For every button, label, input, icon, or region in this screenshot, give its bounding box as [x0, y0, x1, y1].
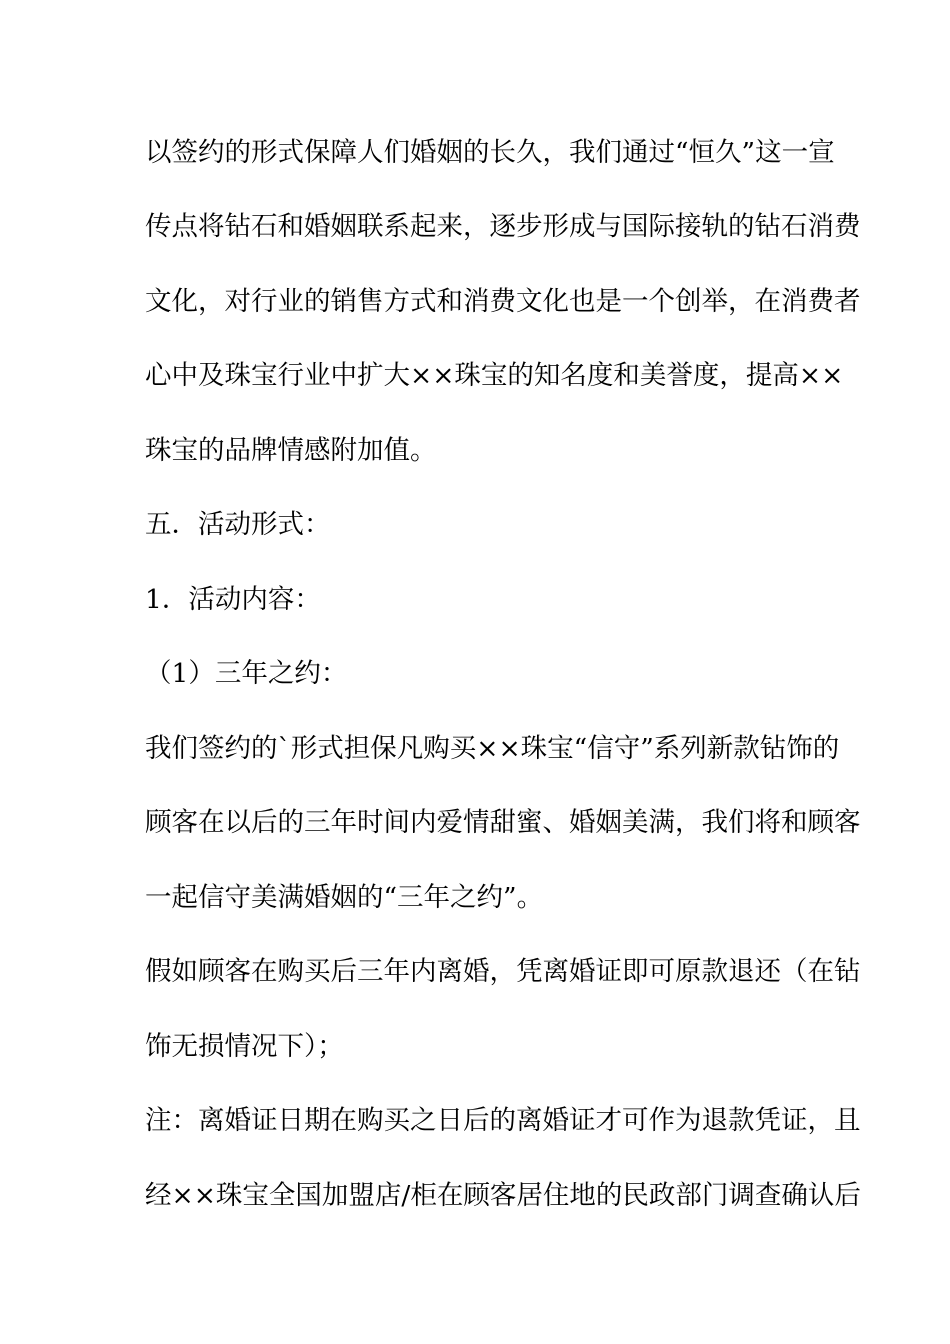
text-line: 一起信守美满婚姻的“三年之约”。 [145, 882, 544, 913]
subsection-heading: 1．活动内容： [145, 584, 321, 615]
text-line: 经××珠宝全国加盟店/柜在顾客居住地的民政部门调查确认后 [145, 1180, 861, 1211]
text-line: 饰无损情况下）； [145, 1031, 344, 1062]
item-heading: （1）三年之约： [145, 658, 348, 689]
text-line: 我们签约的`形式担保凡购买××珠宝“信守”系列新款钻饰的 [145, 733, 840, 764]
text-line: 珠宝的品牌情感附加值。 [145, 435, 437, 466]
text-line: 以签约的形式保障人们婚姻的长久，我们通过“恒久”这一宣 [145, 137, 835, 168]
section-heading: 五．活动形式： [145, 509, 331, 540]
text-line: 假如顾客在购买后三年内离婚，凭离婚证即可原款退还（在钻 [145, 956, 861, 987]
text-line: 传点将钻石和婚姻联系起来，逐步形成与国际接轨的钻石消费 [145, 211, 861, 242]
text-line: 心中及珠宝行业中扩大××珠宝的知名度和美誉度，提高×× [145, 360, 844, 391]
text-line: 文化，对行业的销售方式和消费文化也是一个创举，在消费者 [145, 286, 861, 317]
note-line: 注：离婚证日期在购买之日后的离婚证才可作为退款凭证，且 [145, 1105, 861, 1136]
text-line: 顾客在以后的三年时间内爱情甜蜜、婚姻美满，我们将和顾客 [145, 807, 861, 838]
